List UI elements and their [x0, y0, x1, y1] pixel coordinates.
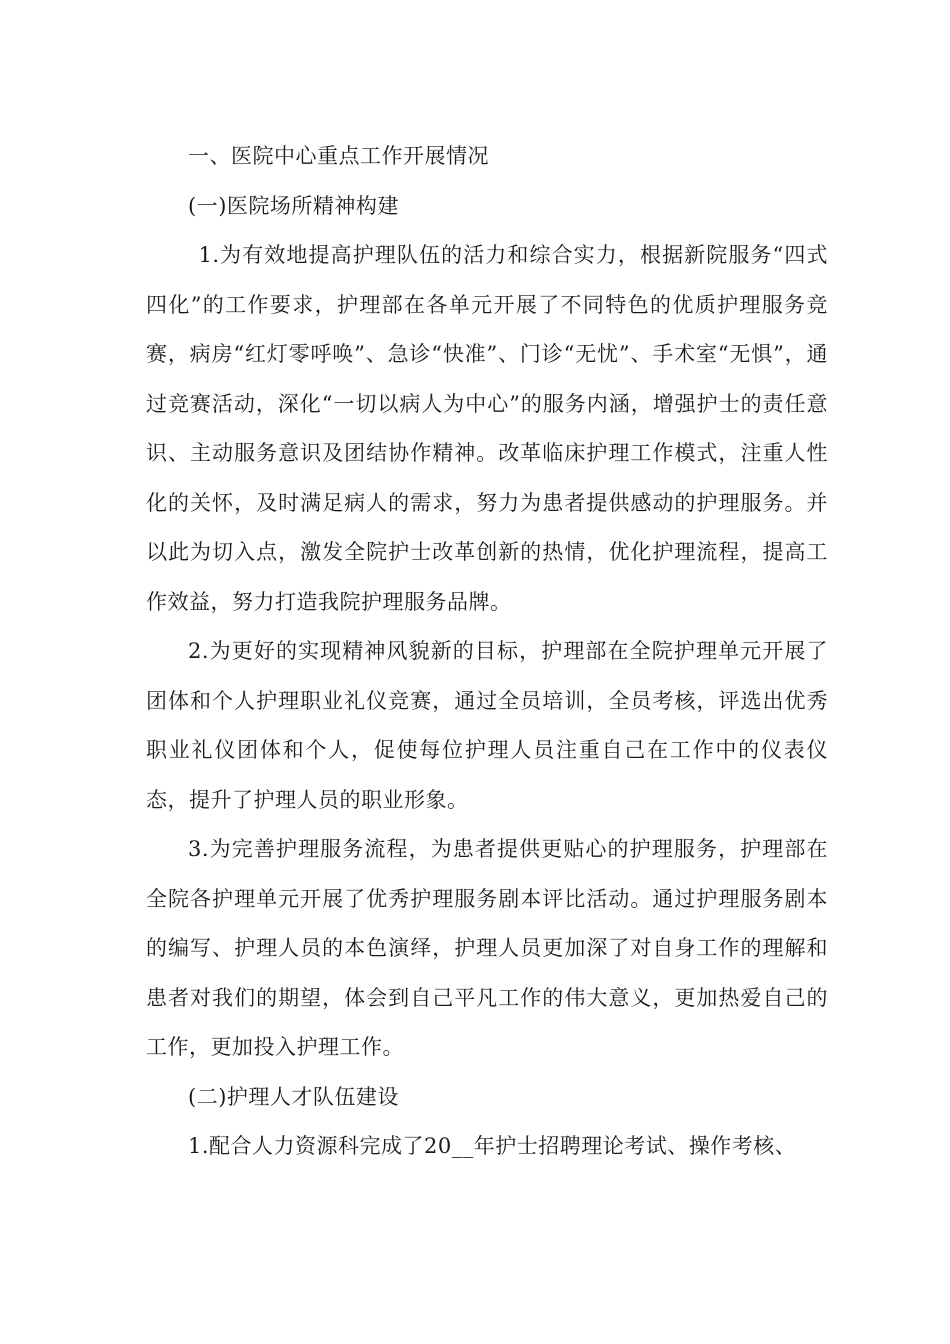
- document-body: [146, 132, 828, 1172]
- subsection-heading-1: (一)医院场所精神构建: [188, 193, 399, 218]
- section-heading: 一、医院中心重点工作开展情况: [188, 144, 489, 168]
- paragraph-2: 2.为更好的实现精神风貌新的目标，护理部在全院护理单元开展了团体和个人护理职业礼仪竞赛，通过全员培训，全员考核，评选出优秀职业礼仪团体和个人，促使每位护理人员注重自己在工作中的仪表仪态，提升了护理人员的职业形象。: [146, 639, 828, 812]
- paragraph-3: 3.为完善护理服务流程，为患者提供更贴心的护理服务，护理部在全院各护理单元开展了优秀护理服务剧本评比活动。通过护理服务剧本的编写、护理人员的本色演绎，护理人员更加深了对自身工作的理解和患者对我们的期望，体会到自己平凡工作的伟大意义，更加热爱自己的工作，更加投入护理工作。: [146, 837, 828, 1059]
- paragraph-4: 1.配合人力资源科完成了20__年护士招聘理论考试、操作考核、: [188, 1134, 797, 1158]
- subsection-heading-2: (二)护理人才队伍建设: [188, 1084, 399, 1109]
- paragraph-1: 1.为有效地提高护理队伍的活力和综合实力，根据新院服务“四式四化”的工作要求，护理部在各单元开展了不同特色的优质护理服务竞赛，病房“红灯零呼唤”、急诊“快准”、门诊“无忧”、手术室“无惧”，通过竞赛活动，深化“一切以病人为中心”的服务内涵，增强护士的责任意识、主动服务意识及团结协作精神。改革临床护理工作模式，注重人性化的关怀，及时满足病人的需求，努力为患者提供感动的护理服务。并以此为切入点，激发全院护士改革创新的热情，优化护理流程，提高工作效益，努力打造我院护理服务品牌。: [146, 243, 828, 614]
